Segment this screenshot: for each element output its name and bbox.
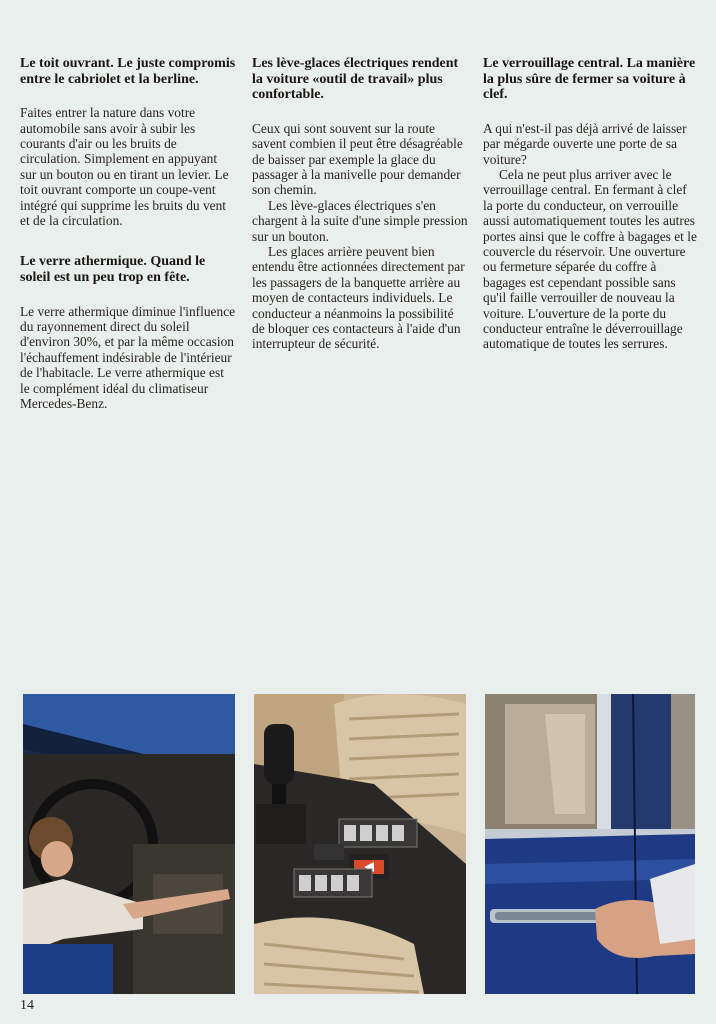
paragraph-central-locking-1: A qui n'est-il pas déjà arrivé de laisser par mégarde ouverte une porte de sa voiture?: [483, 120, 687, 167]
column-3: [483, 56, 699, 352]
paragraph-power-windows-3: Les glaces arrière peuvent bien entendu être actionnées directement par les passagers de la banquette arrière au moyen de contacteurs individuels. Le conducteur a néanmoins la possibilité de bloquer ces contacteurs à l'aide d'un interrupteur de sécurité.: [252, 244, 465, 352]
column-1: [20, 56, 236, 411]
heading-power-windows: Les lève-glaces électriques rendent la voiture «outil de travail» plus confortable.: [252, 56, 459, 103]
window-switch-photo: [254, 694, 466, 994]
heading-sunroof: Le toit ouvrant. Le juste compromis entre le cabriolet et la berline.: [20, 56, 236, 87]
paragraph-sunroof: Faites entrer la nature dans votre automobile sans avoir à subir les courants d'air ou les bruits de circulation. Simplement en appuyant sur un bouton ou en tirant un levier. Le toit ouvrant comporte un coupe-vent intégré qui supprime les bruits du vent et de la circulation.: [20, 105, 229, 229]
paragraph-power-windows-1: Ceux qui sont souvent sur la route savent combien il peut être désagréable de baisser par exemple la glace du passager à la manivelle pour demander son chemin.: [252, 120, 463, 198]
sunroof-photo: [23, 694, 235, 994]
page-number: 14: [20, 998, 34, 1013]
column-2: [252, 56, 468, 352]
heading-athermic-glass: Le verre athermique. Quand le soleil est un peu trop en fête.: [20, 254, 206, 286]
central-locking-photo: [485, 694, 695, 994]
paragraph-athermic-glass: Le verre athermique diminue l'influence du rayonnement direct du soleil d'environ 30%, et par la même occasion l'échauffement indésirable de l'intérieur de l'habitacle. Le verre athermique est le complément idéal du climatiseur Mercedes-Benz.: [20, 303, 236, 412]
paragraph-central-locking-2: Cela ne peut plus arriver avec le verrouillage central. En fermant à clef la porte du conducteur, on verrouille aussi automatiquement toutes les autres portes ainsi que le coffre à bagages et le couvercle du réservoir. Une ouverture ou fermeture séparée du coffre à bagages est cependant possible sans qu'il faille verrouiller de nouveau la voiture. L'ouverture de la porte du conducteur entraîne le déverrouillage automatique de toutes les serrures.: [483, 167, 697, 352]
paragraph-power-windows-2: Les lève-glaces électriques s'en chargent à la suite d'une simple pression sur un bouton.: [252, 197, 468, 244]
heading-central-locking: Le verrouillage central. La manière la plus sûre de fermer sa voiture à clef.: [483, 56, 696, 103]
